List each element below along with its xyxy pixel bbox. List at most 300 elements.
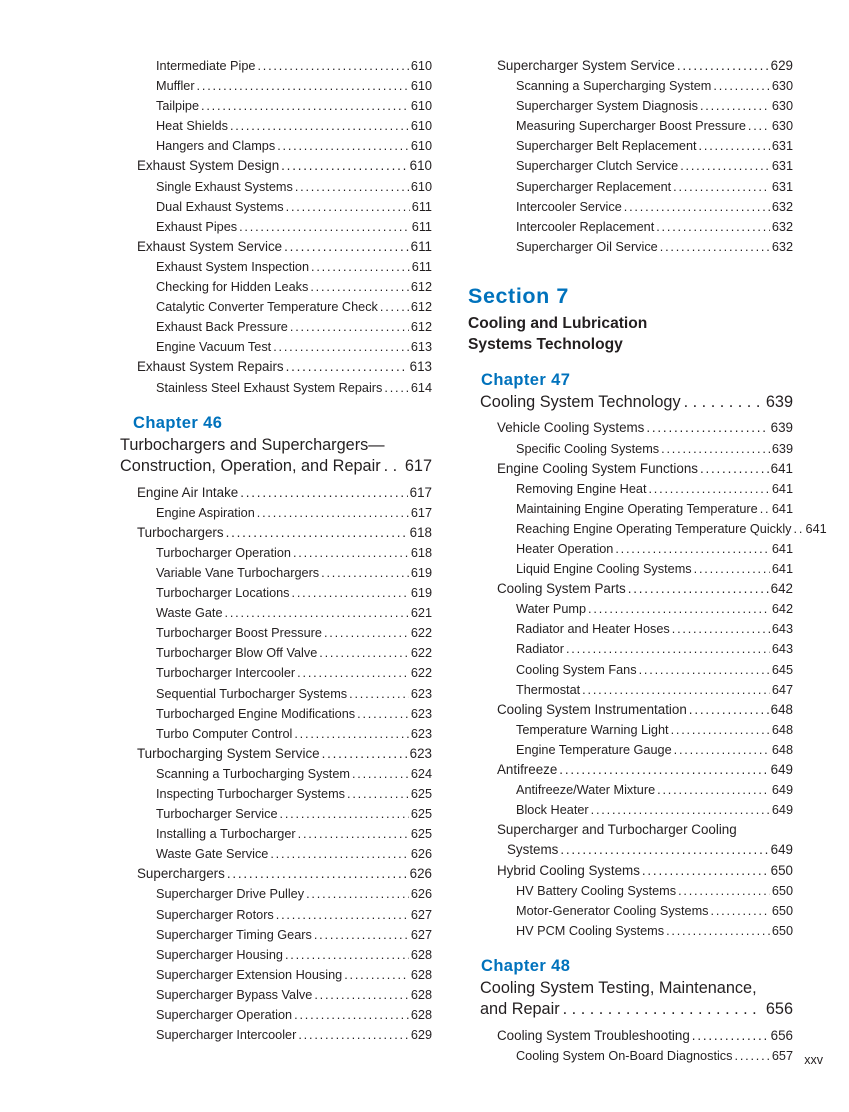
dot-leader [760, 499, 770, 519]
dot-leader [748, 116, 770, 136]
toc-entry [156, 764, 432, 784]
entry-list-chapter-48 [480, 1026, 793, 1066]
toc-entry-title: Intermediate Pipe [156, 59, 256, 73]
entry-list-exhaust [120, 56, 432, 398]
toc-entry-page: 629 [410, 1028, 432, 1043]
toc-entry-title: Supercharger Rotors [156, 907, 274, 922]
toc-entry [137, 156, 432, 176]
toc-entry [516, 479, 793, 499]
toc-entry-title: Engine Cooling System Functions [497, 460, 698, 476]
toc-entry-page: 626 [409, 866, 432, 882]
toc-entry [516, 217, 793, 237]
toc-entry [137, 864, 432, 884]
toc-entry-page: 612 [410, 300, 432, 315]
toc-entry [516, 619, 793, 639]
toc-entry-title: Stainless Steel Exhaust System Repairs [156, 380, 383, 395]
dot-leader [591, 800, 770, 820]
dot-leader [711, 901, 770, 921]
toc-entry [156, 905, 432, 925]
toc-entry-title: Turbochargers [137, 524, 224, 540]
dot-leader [281, 156, 408, 176]
dot-leader [689, 700, 769, 720]
dot-leader [646, 418, 768, 438]
toc-entry-title: Cooling System Fans [516, 662, 637, 677]
toc-entry [516, 639, 793, 659]
toc-entry-title: Exhaust System Repairs [137, 359, 284, 375]
toc-entry [156, 297, 432, 317]
toc-entry-title: Supercharger Oil Service [516, 239, 658, 254]
dot-leader [292, 583, 409, 603]
toc-entry [516, 116, 793, 136]
toc-entry-title: Installing a Turbocharger [156, 827, 296, 842]
toc-entry-page: 617 [410, 505, 432, 520]
toc-entry-page: 618 [409, 524, 432, 540]
toc-entry-title: Systems [507, 842, 559, 858]
toc-entry-page: 628 [410, 947, 432, 962]
toc-entry [156, 925, 432, 945]
dot-leader [700, 459, 769, 479]
toc-entry-page: 625 [410, 787, 432, 801]
toc-entry-title: Water Pump [516, 602, 587, 617]
chapter-47-page: 639 [765, 392, 793, 411]
toc-entry [516, 921, 793, 941]
toc-entry-page: 649 [771, 783, 793, 798]
toc-entry-title: Intercooler Replacement [516, 219, 655, 234]
dot-leader [794, 519, 804, 539]
toc-entry-title: Intercooler Service [516, 199, 622, 214]
toc-entry-page: 628 [410, 1008, 432, 1023]
chapter-48-title [480, 978, 793, 1021]
toc-entry-title: Supercharger Extension Housing [156, 967, 343, 982]
dot-leader [357, 704, 409, 724]
dot-leader [276, 905, 409, 925]
toc-entry [156, 116, 432, 136]
toc-entry-page: 612 [410, 320, 432, 335]
toc-entry [156, 1005, 432, 1025]
toc-entry-title: Specific Cooling Systems [516, 441, 660, 456]
toc-entry-title: Dual Exhaust Systems [156, 199, 284, 214]
toc-entry [516, 156, 793, 176]
dot-leader [660, 237, 770, 257]
toc-entry-title: Vehicle Cooling Systems [497, 420, 645, 436]
toc-entry-title: Engine Vacuum Test [156, 340, 272, 355]
dot-leader [684, 392, 761, 414]
toc-entry-page: 627 [410, 907, 432, 922]
dot-leader [286, 197, 410, 217]
toc-entry-page: 610 [410, 79, 432, 94]
toc-entry-title: Antifreeze [497, 762, 558, 778]
toc-entry-page: 612 [410, 280, 432, 295]
toc-entry [156, 96, 432, 116]
toc-entry-title: Engine Air Intake [137, 484, 239, 500]
toc-entry-page: 611 [411, 259, 432, 274]
dot-leader [677, 56, 769, 76]
toc-entry-title: Checking for Hidden Leaks [156, 280, 309, 295]
toc-entry [156, 76, 432, 96]
toc-entry-page: 610 [410, 119, 432, 134]
toc-entry-title: Waste Gate [156, 606, 223, 621]
dot-leader [380, 297, 409, 317]
toc-entry-title: Heat Shields [156, 119, 228, 134]
toc-entry-page: 623 [410, 686, 432, 701]
toc-entry-title: Supercharger and Turbocharger Cooling [497, 822, 737, 838]
toc-entry-page: 649 [771, 803, 793, 818]
dot-leader [700, 96, 770, 116]
toc-entry-title: Exhaust System Design [137, 158, 280, 174]
toc-entry [156, 503, 432, 523]
toc-entry-page: 648 [770, 701, 793, 717]
toc-entry-title: Turbocharging System Service [137, 745, 320, 761]
toc-entry [137, 237, 432, 257]
toc-entry [156, 217, 432, 237]
toc-entry-title: Engine Temperature Gauge [516, 742, 672, 757]
toc-entry [156, 197, 432, 217]
toc-entry-page: 649 [770, 762, 793, 778]
toc-entry-page: 623 [410, 706, 432, 721]
dot-leader [673, 177, 770, 197]
dot-leader [293, 543, 409, 563]
toc-entry-title: Turbocharger Boost Pressure [156, 626, 322, 641]
dot-leader [588, 599, 770, 619]
toc-entry-title: Exhaust Back Pressure [156, 320, 288, 335]
toc-entry-page: 628 [410, 987, 432, 1002]
toc-entry-page: 631 [771, 139, 793, 154]
toc-entry [137, 744, 432, 764]
dot-leader [240, 483, 407, 503]
dot-leader [661, 439, 770, 459]
toc-entry-title: Supercharger System Diagnosis [516, 99, 698, 114]
toc-entry [137, 483, 432, 503]
toc-entry-page: 621 [410, 606, 432, 621]
dot-leader [314, 925, 409, 945]
dot-leader [559, 760, 768, 780]
dot-leader [306, 884, 409, 904]
toc-entry [497, 418, 793, 438]
toc-entry-title: Supercharger Bypass Valve [156, 987, 313, 1002]
chapter-46-label: Chapter 46 [133, 413, 223, 432]
dot-leader [277, 136, 409, 156]
toc-entry-page: 623 [410, 726, 432, 741]
toc-entry-page: 649 [770, 842, 793, 858]
toc-entry-title: Heater Operation [516, 542, 614, 556]
toc-entry [137, 357, 432, 377]
dot-leader [298, 824, 409, 844]
toc-entry-page: 613 [409, 359, 432, 375]
chapter-48-block [480, 955, 793, 1021]
toc-entry-page: 610 [410, 59, 432, 73]
toc-entry-page: 650 [771, 923, 793, 938]
chapter-47-title [480, 392, 793, 414]
toc-entry-title: Cooling System Parts [497, 581, 626, 597]
toc-entry [156, 945, 432, 965]
dot-leader [692, 1026, 769, 1046]
toc-entry [156, 56, 432, 76]
toc-entry-page: 650 [770, 862, 793, 878]
toc-entry-page: 619 [410, 565, 432, 580]
dot-leader [230, 116, 409, 136]
toc-entry-title: Tailpipe [156, 99, 200, 114]
toc-entry [516, 901, 793, 921]
toc-entry-title: Maintaining Engine Operating Temperature [516, 501, 758, 516]
dot-leader [297, 663, 409, 683]
toc-entry-title: Hangers and Clamps [156, 139, 276, 154]
toc-entry-page: 630 [771, 99, 793, 114]
toc-entry [156, 583, 432, 603]
toc-entry-title: Single Exhaust Systems [156, 179, 293, 194]
toc-entry [156, 784, 432, 804]
dot-leader [197, 76, 409, 96]
toc-entry [497, 760, 793, 780]
dot-leader [694, 559, 770, 579]
toc-entry [516, 519, 827, 539]
section-7-title-line2: Systems Technology [468, 335, 623, 353]
section-7-block [468, 283, 793, 355]
toc-entry [516, 499, 793, 519]
dot-leader [560, 840, 768, 860]
entry-list-chapter-46 [120, 483, 432, 1046]
toc-entry [156, 257, 432, 277]
toc-entry-title: Supercharger Drive Pulley [156, 887, 305, 902]
dot-leader [624, 197, 770, 217]
toc-entry [516, 177, 793, 197]
chapter-47-block [480, 369, 793, 414]
dot-leader [674, 740, 770, 760]
toc-entry-title: Block Heater [516, 803, 589, 818]
dot-leader [294, 724, 408, 744]
dot-leader [678, 881, 770, 901]
toc-entry-page: 623 [409, 745, 432, 761]
toc-entry [516, 1046, 793, 1066]
dot-leader [657, 780, 770, 800]
toc-entry-title: HV PCM Cooling Systems [516, 923, 665, 938]
toc-entry-page: 641 [771, 481, 793, 496]
dot-leader [628, 579, 769, 599]
toc-entry-page: 642 [770, 581, 793, 597]
toc-entry [156, 337, 432, 357]
toc-entry-title: Turbo Computer Control [156, 726, 293, 741]
toc-entry [516, 720, 793, 740]
toc-entry-page: 610 [409, 158, 432, 174]
toc-entry-page: 611 [411, 199, 432, 214]
dot-leader [322, 744, 408, 764]
dot-leader [324, 623, 409, 643]
toc-entry-title: Inspecting Turbocharger Systems [156, 787, 345, 801]
toc-entry-page: 641 [771, 501, 793, 516]
toc-entry-page: 622 [410, 666, 432, 681]
chapter-46-block [120, 412, 432, 478]
toc-entry-title: Engine Aspiration [156, 505, 255, 520]
toc-entry-page: 619 [410, 586, 432, 601]
toc-entry [516, 197, 793, 217]
toc-entry-title: Turbocharged Engine Modifications [156, 706, 356, 721]
dot-leader [257, 56, 408, 76]
dot-leader [294, 1005, 409, 1025]
dot-leader [280, 804, 409, 824]
toc-entry-title: Reaching Engine Operating Temperature Quickly [516, 521, 792, 536]
toc-entry-page: 643 [771, 642, 793, 657]
toc-entry [156, 985, 432, 1005]
entry-list-supercharger-service [480, 56, 793, 257]
toc-entry [156, 543, 432, 563]
toc-entry-title: Exhaust Pipes [156, 219, 238, 234]
toc-entry-page: 627 [410, 927, 432, 942]
toc-entry [516, 800, 793, 820]
toc-entry-title: Supercharger Timing Gears [156, 927, 312, 942]
toc-entry [497, 56, 793, 76]
toc-entry-page: 642 [771, 602, 793, 617]
toc-entry-title: Catalytic Converter Temperature Check [156, 300, 378, 315]
dot-leader [273, 337, 409, 357]
toc-entry [137, 523, 432, 543]
dot-leader [347, 784, 409, 804]
toc-entry-title: Supercharger System Service [497, 58, 675, 73]
toc-entry [516, 740, 793, 760]
chapter-46-title-line1: Turbochargers and Superchargers— [120, 435, 385, 454]
toc-entry [516, 539, 793, 559]
chapter-48-title-line2: and Repair [480, 1000, 560, 1019]
toc-entry-page: 639 [770, 420, 793, 436]
toc-entry [156, 684, 432, 704]
toc-entry-page: 657 [771, 1048, 793, 1063]
toc-entry [156, 378, 432, 398]
toc-entry [497, 459, 793, 479]
dot-leader [239, 217, 410, 237]
toc-entry-title: Superchargers [137, 866, 225, 882]
toc-entry [156, 704, 432, 724]
dot-leader [656, 217, 770, 237]
dot-leader [290, 317, 409, 337]
toc-entry-title: Cooling System Instrumentation [497, 701, 687, 717]
chapter-46-title-line2: Construction, Operation, and Repair [120, 457, 381, 476]
dot-leader [286, 357, 408, 377]
toc-entry [156, 177, 432, 197]
toc-entry [516, 780, 793, 800]
dot-leader [680, 156, 770, 176]
toc-entry-page: 647 [771, 682, 793, 697]
toc-entry [156, 1025, 432, 1045]
toc-entry-page: 632 [771, 239, 793, 254]
toc-entry-title: Scanning a Turbocharging System [156, 766, 350, 781]
dot-leader [639, 660, 770, 680]
toc-entry-page: 628 [410, 967, 432, 982]
toc-entry-title: Radiator [516, 642, 564, 657]
dot-leader [314, 985, 409, 1005]
chapter-46-title [120, 435, 432, 478]
toc-entry-page: 641 [771, 562, 793, 577]
dot-leader [321, 563, 409, 583]
toc-entry [516, 76, 793, 96]
toc-entry-title: HV Battery Cooling Systems [516, 883, 677, 898]
toc-entry-page: 610 [410, 179, 432, 194]
toc-entry-page: 610 [410, 99, 432, 114]
toc-entry [497, 820, 793, 840]
toc-entry [516, 599, 793, 619]
toc-entry [156, 317, 432, 337]
toc-entry [497, 700, 793, 720]
toc-entry-page: 632 [771, 219, 793, 234]
toc-entry [156, 603, 432, 623]
toc-entry-title: Supercharger Clutch Service [516, 159, 679, 174]
toc-entry-page: 611 [410, 238, 432, 254]
section-7-label: Section 7 [468, 283, 569, 308]
toc-entry-page: 626 [410, 847, 432, 862]
toc-entry-title: Hybrid Cooling Systems [497, 862, 640, 878]
toc-entry [497, 579, 793, 599]
toc-entry [156, 663, 432, 683]
toc-entry-page: 622 [410, 646, 432, 661]
toc-entry-title: Thermostat [516, 682, 581, 697]
toc-entry-page: 624 [410, 766, 432, 781]
toc-entry [156, 277, 432, 297]
toc-entry [156, 884, 432, 904]
toc-entry-title: Turbocharger Locations [156, 586, 290, 601]
toc-entry [516, 559, 793, 579]
toc-entry [156, 844, 432, 864]
dot-leader [384, 378, 408, 398]
toc-entry-page: 618 [410, 545, 432, 560]
dot-leader [615, 539, 770, 559]
toc-entry-page: 656 [770, 1027, 793, 1043]
dot-leader [319, 643, 409, 663]
toc-entry-title: Muffler [156, 79, 195, 94]
toc-entry-title: Cooling System On-Board Diagnostics [516, 1048, 733, 1063]
toc-entry-page: 631 [771, 179, 793, 194]
toc-entry-title: Exhaust System Inspection [156, 259, 310, 274]
toc-entry-title: Supercharger Replacement [516, 179, 672, 194]
toc-entry-title: Supercharger Belt Replacement [516, 139, 697, 154]
toc-entry-title: Temperature Warning Light [516, 722, 669, 737]
toc-entry [516, 439, 793, 459]
toc-entry-title: Turbocharger Service [156, 807, 278, 822]
toc-entry-title: Liquid Engine Cooling Systems [516, 562, 692, 577]
chapter-47-title-line1: Cooling System Technology [480, 392, 681, 411]
toc-entry-page: 625 [410, 807, 432, 822]
dot-leader [311, 257, 410, 277]
dot-leader [566, 639, 770, 659]
toc-entry [497, 1026, 793, 1046]
dot-leader [349, 684, 409, 704]
toc-entry-page: 632 [771, 199, 793, 214]
toc-entry-title: Sequential Turbocharger Systems [156, 686, 348, 701]
toc-entry-title: Motor-Generator Cooling Systems [516, 903, 709, 918]
toc-entry-title: Exhaust System Service [137, 238, 283, 254]
toc-entry [156, 643, 432, 663]
chapter-48-title-line1: Cooling System Testing, Maintenance, [480, 978, 757, 997]
dot-leader [227, 864, 408, 884]
toc-entry-title: Turbocharger Operation [156, 545, 291, 560]
toc-entry-page: 630 [771, 119, 793, 134]
toc-entry-page: 617 [409, 484, 432, 500]
dot-leader [648, 479, 769, 499]
dot-leader [666, 921, 770, 941]
toc-entry-title: Supercharger Housing [156, 947, 283, 962]
toc-entry [516, 881, 793, 901]
toc-entry-title: Scanning a Supercharging System [516, 79, 712, 94]
toc-entry [516, 237, 793, 257]
toc-entry-page: 648 [771, 742, 793, 757]
toc-entry-title: Turbocharger Intercooler [156, 666, 296, 681]
toc-entry-page: 611 [411, 219, 432, 234]
toc-entry-page: 631 [771, 159, 793, 174]
chapter-46-page: 617 [404, 457, 432, 476]
toc-entry [156, 965, 432, 985]
dot-leader [384, 456, 400, 478]
toc-entry-page: 650 [771, 903, 793, 918]
toc-entry-title: Antifreeze/Water Mixture [516, 783, 656, 798]
toc-entry [507, 840, 793, 860]
dot-leader [713, 76, 769, 96]
dot-leader [310, 277, 408, 297]
